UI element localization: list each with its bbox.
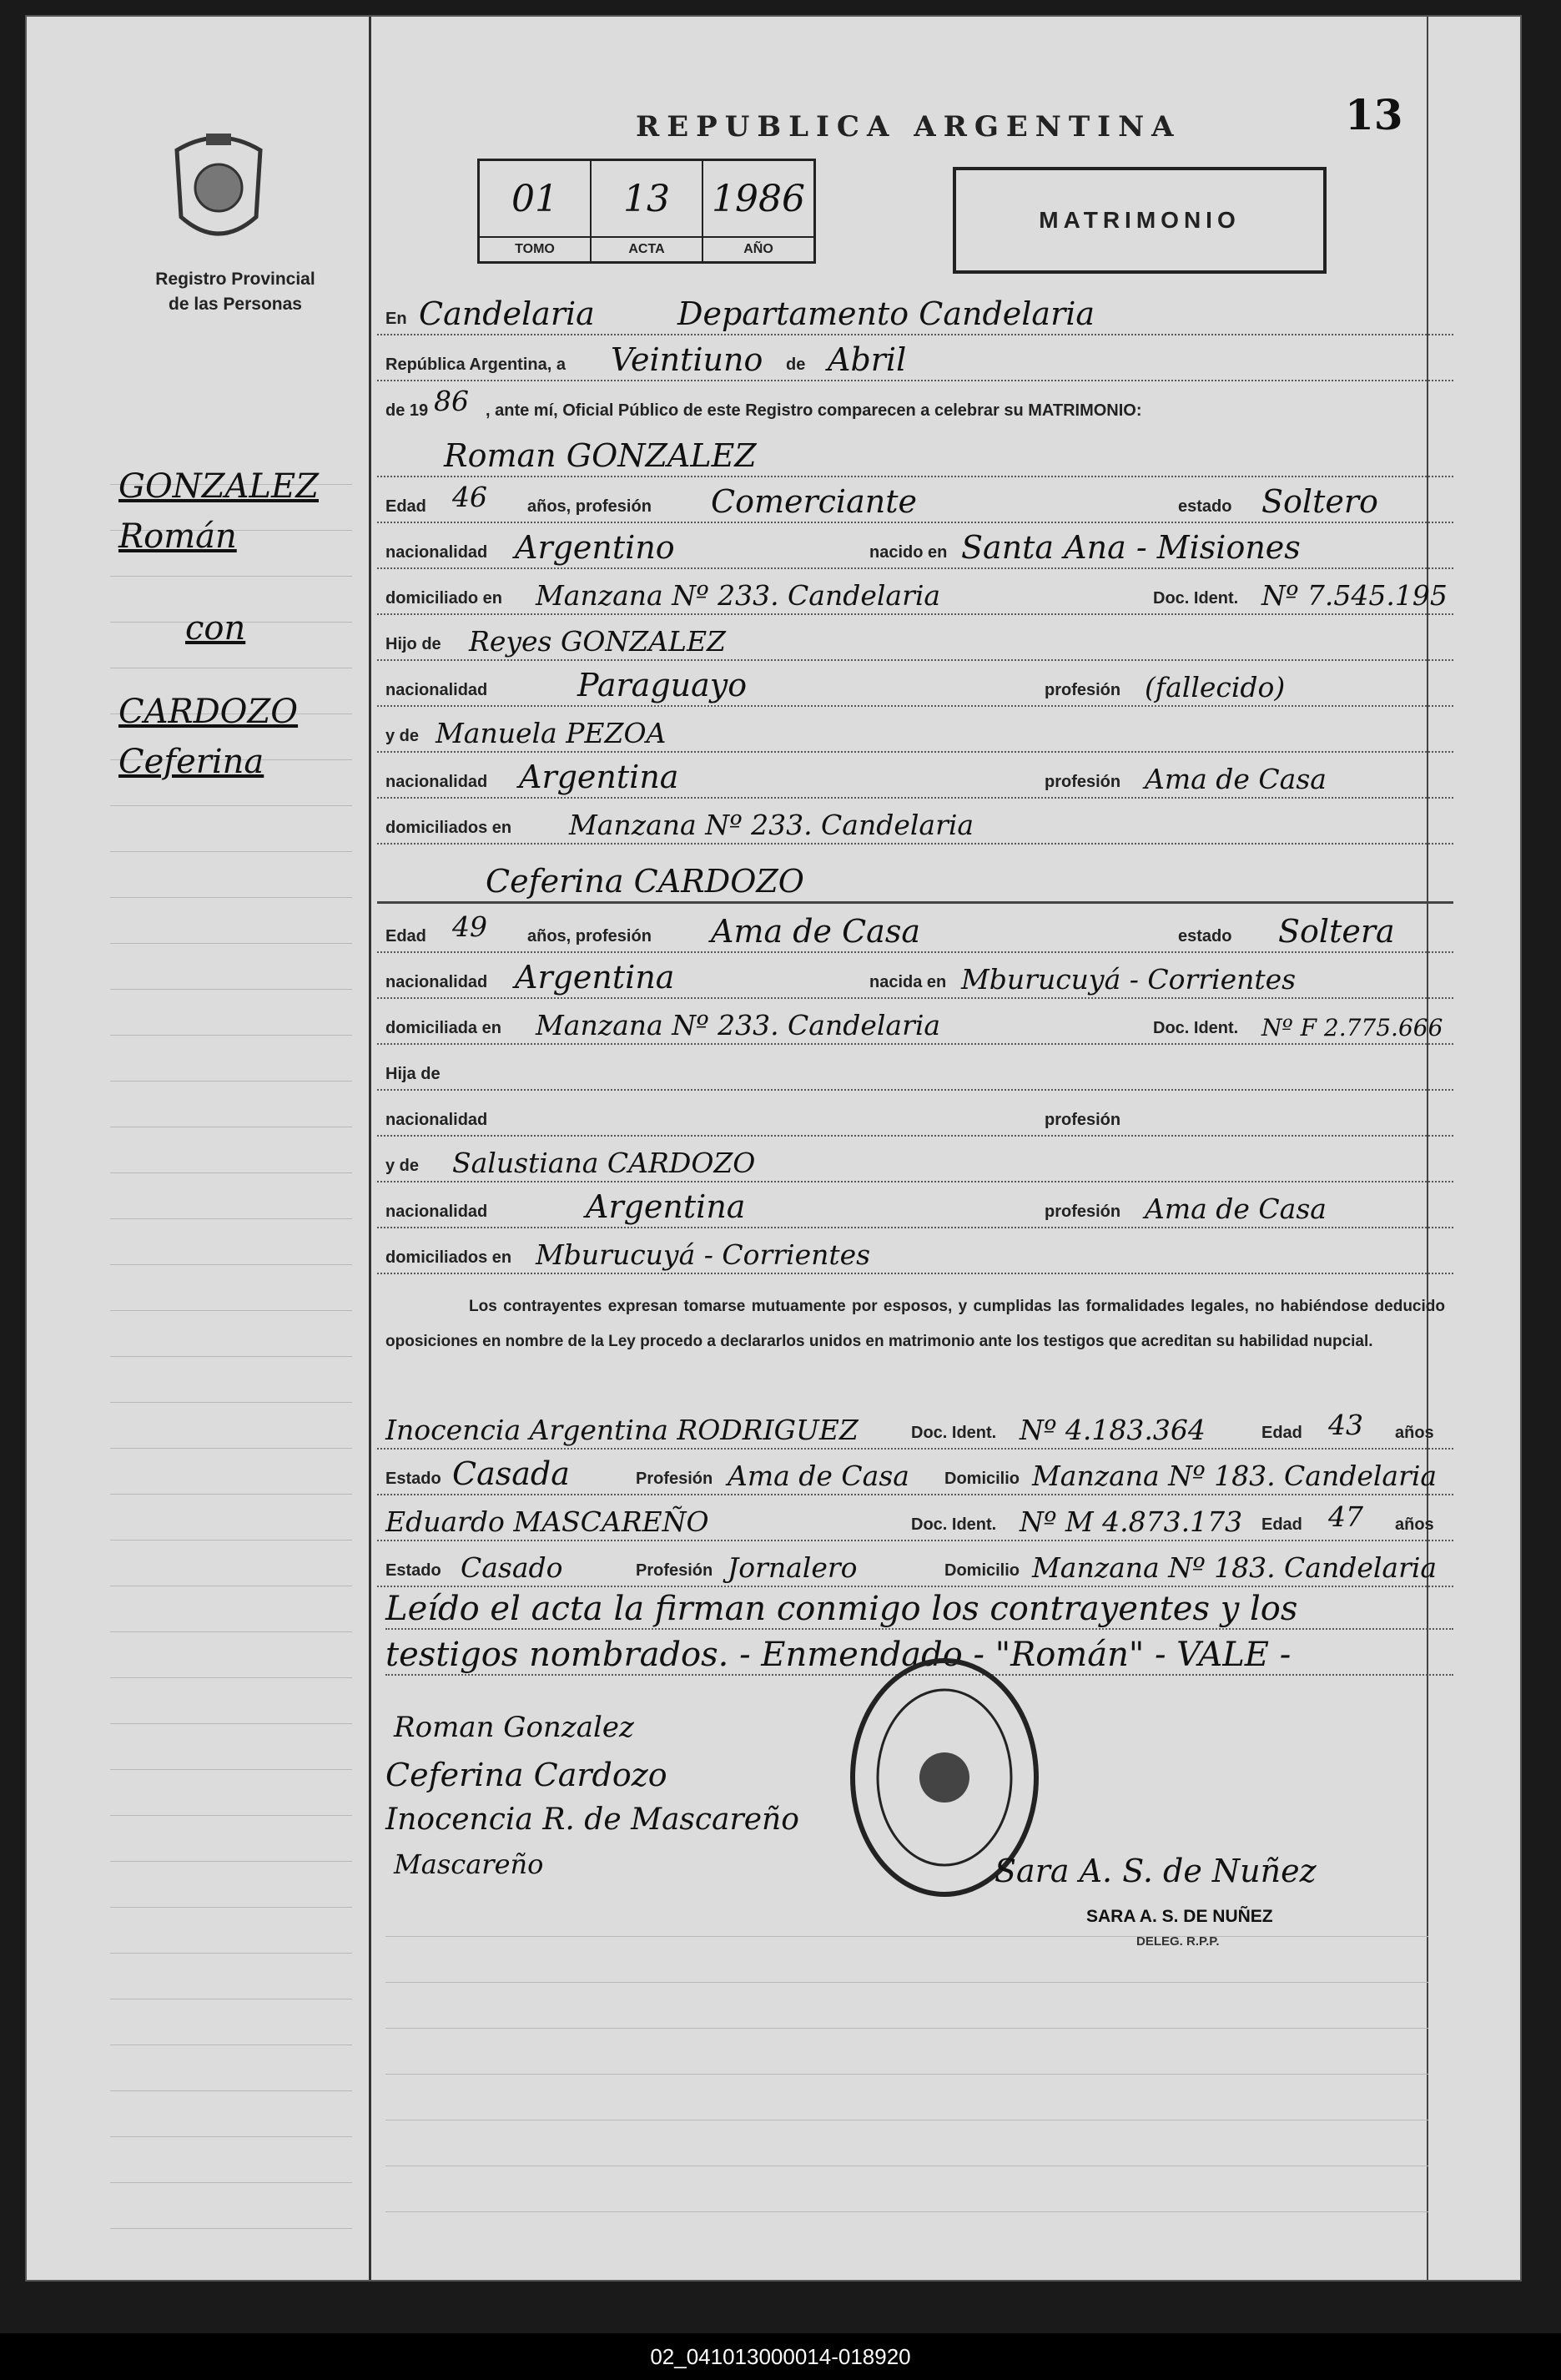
groom-name-row: [377, 434, 1453, 477]
witness-1-address: Manzana Nº 183. Candelaria: [1032, 1460, 1438, 1492]
groom-father: Reyes GONZALEZ: [469, 625, 726, 658]
groom-father-row: Hijo de Reyes GONZALEZ: [377, 618, 1453, 661]
ruled-line: [385, 1982, 1428, 1983]
acta-cell: 13 ACTA: [592, 161, 703, 261]
witness-2-name: Eduardo MASCAREÑO: [385, 1505, 709, 1538]
bride-mother-profession: Ama de Casa: [1145, 1193, 1327, 1225]
groom-status: Soltero: [1261, 483, 1378, 520]
signature-witness-2: Mascareño: [394, 1848, 544, 1880]
groom-father-nationality: Paraguayo: [577, 667, 748, 703]
groom-nationality-row: nacionalidad Argentino nacido en Santa Ana - Misiones: [377, 526, 1453, 569]
groom-age: 46: [452, 481, 487, 513]
bride-profession: Ama de Casa: [711, 913, 920, 950]
ruled-line: [110, 576, 352, 577]
groom-name: Roman GONZALEZ: [444, 437, 757, 474]
year-value: 86: [434, 385, 469, 417]
ruled-line: [110, 1723, 352, 1724]
witness-2-name-row: Eduardo MASCAREÑO Doc. Ident. Nº M 4.873.173 Edad 47 años: [377, 1498, 1453, 1541]
bride-nationality: Argentina: [515, 959, 675, 996]
record-number-box: [477, 159, 816, 264]
bride-address-row: domiciliada en Manzana Nº 233. Candelaria Doc. Ident. Nº F 2.775.666: [377, 1001, 1453, 1045]
ruled-line: [385, 2074, 1428, 2075]
bride-age-row: Edad 49 años, profesión Ama de Casa estado Soltera: [377, 910, 1453, 953]
bride-mother-nationality: Argentina: [586, 1188, 746, 1225]
bride-mother-nationality-row: nacionalidad Argentina profesión Ama de Casa: [377, 1185, 1453, 1228]
signature-groom: Roman Gonzalez: [394, 1711, 634, 1744]
witness-2-doc: Nº M 4.873.173: [1020, 1505, 1243, 1538]
margin-note-groom-name: Román: [118, 517, 237, 556]
ruled-line: [110, 1356, 352, 1357]
groom-mother-nationality-row: nacionalidad Argentina profesión Ama de Casa: [377, 755, 1453, 799]
ruled-line: [110, 1677, 352, 1678]
groom-age-row: Edad 46 años, profesión Comerciante estado Soltero: [377, 480, 1453, 523]
date-row: República Argentina, a Veintiuno de Abril: [377, 338, 1453, 381]
place-row: En Candelaria Departamento Candelaria: [377, 292, 1453, 335]
ruled-line: [385, 1936, 1428, 1937]
bride-father-nationality-row: nacionalidad profesión: [377, 1093, 1453, 1137]
witness-1-status: Casada: [452, 1455, 570, 1492]
groom-parents-address-row: domiciliados en Manzana Nº 233. Candelaria: [377, 801, 1453, 845]
official-stamp-title: DELEG. R.P.P.: [1136, 1934, 1220, 1949]
ruled-line: [110, 1631, 352, 1632]
bride-age: 49: [452, 910, 487, 943]
margin-note-bride-name: Ceferina: [118, 743, 264, 781]
ruled-line: [385, 2028, 1428, 2029]
ruled-line: [110, 1907, 352, 1908]
ruled-line: [110, 1448, 352, 1449]
ruled-line: [110, 897, 352, 898]
footer-id: 02_041013000014-018920: [0, 2333, 1561, 2380]
ruled-line: [110, 2182, 352, 2183]
year-row: de 19 86 , ante mí, Oficial Público de este Registro comparecen a celebrar su MATRIMONIO:: [385, 385, 1142, 420]
official-stamp-name: SARA A. S. DE NUÑEZ: [1086, 1907, 1273, 1926]
groom-father-nationality-row: nacionalidad Paraguayo profesión (fallecido): [377, 663, 1453, 707]
day-value: Veintiuno: [611, 341, 763, 378]
witness-2-age: 47: [1328, 1500, 1363, 1533]
bride-birthplace: Mburucuyá - Corrientes: [961, 963, 1297, 996]
document-type-box: MATRIMONIO: [953, 167, 1327, 274]
ruled-line: [110, 1402, 352, 1403]
witness-1-name: Inocencia Argentina RODRIGUEZ: [385, 1414, 859, 1446]
ruled-line: [385, 2211, 1428, 2212]
witness-1-name-row: Inocencia Argentina RODRIGUEZ Doc. Ident. Nº 4.183.364 Edad 43 años: [377, 1406, 1453, 1450]
ruled-line: [110, 851, 352, 852]
ruled-line: [110, 1861, 352, 1862]
groom-address-row: domiciliado en Manzana Nº 233. Candelaria Doc. Ident. Nº 7.545.195: [377, 572, 1453, 615]
bride-address: Manzana Nº 233. Candelaria: [536, 1009, 941, 1041]
margin-note-bride-surname: CARDOZO: [118, 693, 299, 731]
signature-bride: Ceferina Cardozo: [385, 1757, 667, 1793]
register-page: [25, 15, 1522, 2282]
bride-mother: Salustiana CARDOZO: [452, 1147, 756, 1179]
groom-mother: Manuela PEZOA: [436, 717, 667, 749]
bride-status: Soltera: [1278, 913, 1395, 950]
month-value: Abril: [828, 341, 907, 378]
ruled-line: [110, 1310, 352, 1311]
bride-doc: Nº F 2.775.666: [1261, 1014, 1443, 1041]
margin-note-con: con: [185, 609, 246, 648]
department-value: Departamento Candelaria: [677, 295, 1095, 332]
bride-name-row: [377, 860, 1453, 904]
witness-2-profession: Jornalero: [728, 1551, 858, 1584]
groom-address: Manzana Nº 233. Candelaria: [536, 579, 941, 612]
bride-parents-address-row: domiciliados en Mburucuyá - Corrientes: [377, 1231, 1453, 1274]
groom-mother-profession: Ama de Casa: [1145, 763, 1327, 795]
ruled-line: [110, 1815, 352, 1816]
groom-mother-nationality: Argentina: [519, 759, 679, 795]
registry-name: Registro Provincial de las Personas: [155, 270, 315, 314]
witness-2-detail-row: Estado Casado Profesión Jornalero Domicilio Manzana Nº 183. Candelaria: [377, 1544, 1453, 1587]
witness-2-status: Casado: [461, 1551, 563, 1584]
ruled-line: [110, 943, 352, 944]
page-number: 13: [1345, 90, 1403, 139]
margin-column: [27, 17, 371, 2280]
ruled-line: [110, 1494, 352, 1495]
margin-note-groom-surname: GONZALEZ: [118, 467, 319, 506]
ruled-line: [110, 989, 352, 990]
groom-mother-row: y de Manuela PEZOA: [377, 709, 1453, 753]
groom-father-profession: (fallecido): [1145, 671, 1286, 703]
bride-parents-address: Mburucuyá - Corrientes: [536, 1238, 871, 1271]
witness-1-detail-row: Estado Casada Profesión Ama de Casa Domicilio Manzana Nº 183. Candelaria: [377, 1452, 1453, 1495]
ano-cell: 1986 AÑO: [703, 161, 813, 261]
declaration-paragraph: Los contrayentes expresan tomarse mutuamente por esposos, y cumplidas las formalidades legales, no habiéndose deducido oposiciones en nombre de la Ley procedo a declararlos unidos en matrimonio ante los testigos que acreditan su habilidad nupcial.: [385, 1298, 1445, 1350]
republic-title: REPUBLICA ARGENTINA: [636, 110, 1181, 144]
tomo-cell: 01 TOMO: [480, 161, 592, 261]
groom-doc: Nº 7.545.195: [1261, 579, 1448, 612]
witness-1-doc: Nº 4.183.364: [1020, 1414, 1206, 1446]
witness-2-address: Manzana Nº 183. Candelaria: [1032, 1551, 1438, 1584]
official-signature: Sara A. S. de Nuñez: [995, 1853, 1317, 1889]
city-value: Candelaria: [419, 295, 595, 332]
witness-1-age: 43: [1328, 1409, 1363, 1441]
ruled-line: [110, 805, 352, 806]
bride-nationality-row: nacionalidad Argentina nacida en Mburucuyá - Corrientes: [377, 956, 1453, 999]
groom-nationality: Argentino: [515, 529, 675, 566]
ruled-line: [110, 1953, 352, 1954]
groom-profession: Comerciante: [711, 483, 917, 520]
bride-name: Ceferina CARDOZO: [486, 863, 804, 900]
closing-line-1: Leído el acta la firman conmigo los contrayentes y los: [385, 1590, 1453, 1630]
ruled-line: [110, 1081, 352, 1082]
ruled-line: [110, 1264, 352, 1265]
ruled-line: [110, 1035, 352, 1036]
bride-father-row: Hija de: [377, 1047, 1453, 1091]
signature-witness-1: Inocencia R. de Mascareño: [385, 1803, 799, 1837]
ruled-line: [110, 2228, 352, 2229]
witness-1-profession: Ama de Casa: [728, 1460, 909, 1492]
ruled-line: [110, 1218, 352, 1219]
bride-mother-row: y de Salustiana CARDOZO: [377, 1139, 1453, 1182]
ruled-line: [110, 1172, 352, 1173]
groom-parents-address: Manzana Nº 233. Candelaria: [569, 809, 974, 841]
ruled-line: [110, 2090, 352, 2091]
closing-line-2: testigos nombrados. - Enmendado - "Román" - VALE -: [385, 1636, 1453, 1676]
ruled-line: [110, 1769, 352, 1770]
ruled-line: [110, 2136, 352, 2137]
provincial-emblem-icon: [169, 125, 269, 250]
groom-birthplace: Santa Ana - Misiones: [961, 529, 1301, 566]
